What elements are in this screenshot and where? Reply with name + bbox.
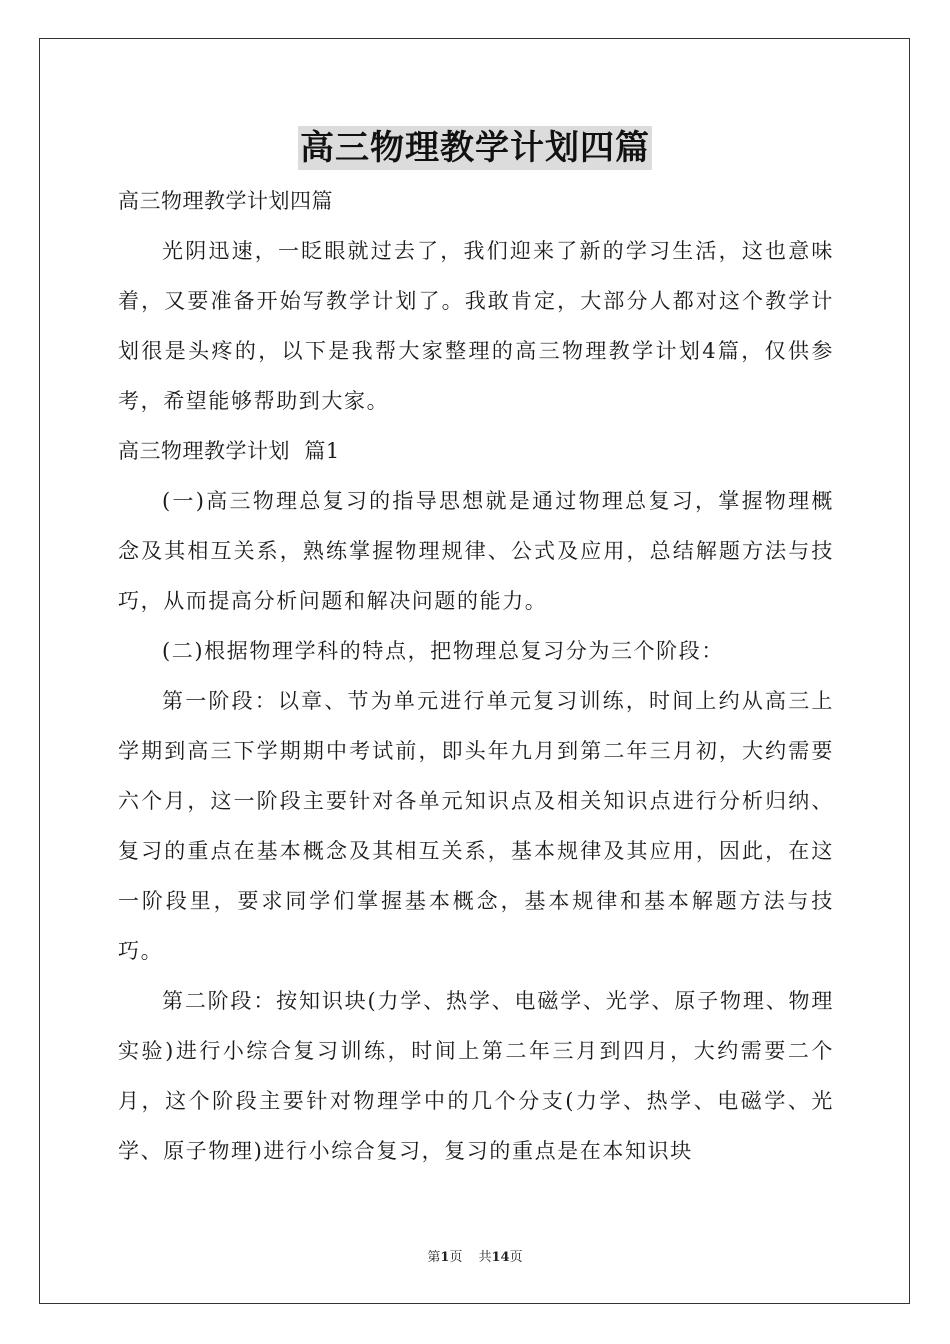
document-title: 高三物理教学计划四篇 [300, 128, 650, 168]
title-wrap [0, 126, 950, 170]
footer-prefix: 第 [427, 1250, 441, 1265]
footer-page-number: 1 [440, 1250, 450, 1265]
section-heading: 高三物理教学计划 篇1 [118, 439, 340, 463]
page-footer [0, 1246, 950, 1265]
footer-total-pages: 14 [491, 1250, 510, 1265]
document-body [118, 176, 834, 1176]
paragraph-stage-two: 第二阶段：按知识块(力学、热学、电磁学、光学、原子物理、物理实验)进行小综合复习训练，时间上第二年三月到四月，大约需要二个月，这个阶段主要针对物理学中的几个分支(力学、热学、电磁学、光学、原子物理)进行小综合复习，复习的重点是在本知识块 [118, 989, 834, 1163]
paragraph-intro: 光阴迅速，一眨眼就过去了，我们迎来了新的学习生活，这也意味着，又要准备开始写教学计划了。我敢肯定，大部分人都对这个教学计划很是头疼的，以下是我帮大家整理的高三物理教学计划4篇，仅供参考，希望能够帮助到大家。 [118, 239, 834, 413]
footer-total-suffix: 页 [509, 1250, 523, 1265]
paragraph-subtitle: 高三物理教学计划四篇 [118, 189, 333, 213]
paragraph-stage-one: 第一阶段：以章、节为单元进行单元复习训练，时间上约从高三上学期到高三下学期期中考试前，即头年九月到第二年三月初，大约需要六个月，这一阶段主要针对各单元知识点及相关知识点进行分析归纳、复习的重点在基本概念及其相互关系，基本规律及其应用，因此，在这一阶段里，要求同学们掌握基本概念，基本规律和基本解题方法与技巧。 [118, 689, 834, 963]
paragraph-stages: (二)根据物理学科的特点，把物理总复习分为三个阶段： [162, 639, 724, 663]
paragraph-guiding-idea: (一)高三物理总复习的指导思想就是通过物理总复习，掌握物理概念及其相互关系，熟练掌握物理规律、公式及应用，总结解题方法与技巧，从而提高分析问题和解决问题的能力。 [118, 489, 834, 613]
footer-total-prefix: 共 [478, 1250, 492, 1265]
footer-page-suffix: 页 [449, 1250, 463, 1265]
